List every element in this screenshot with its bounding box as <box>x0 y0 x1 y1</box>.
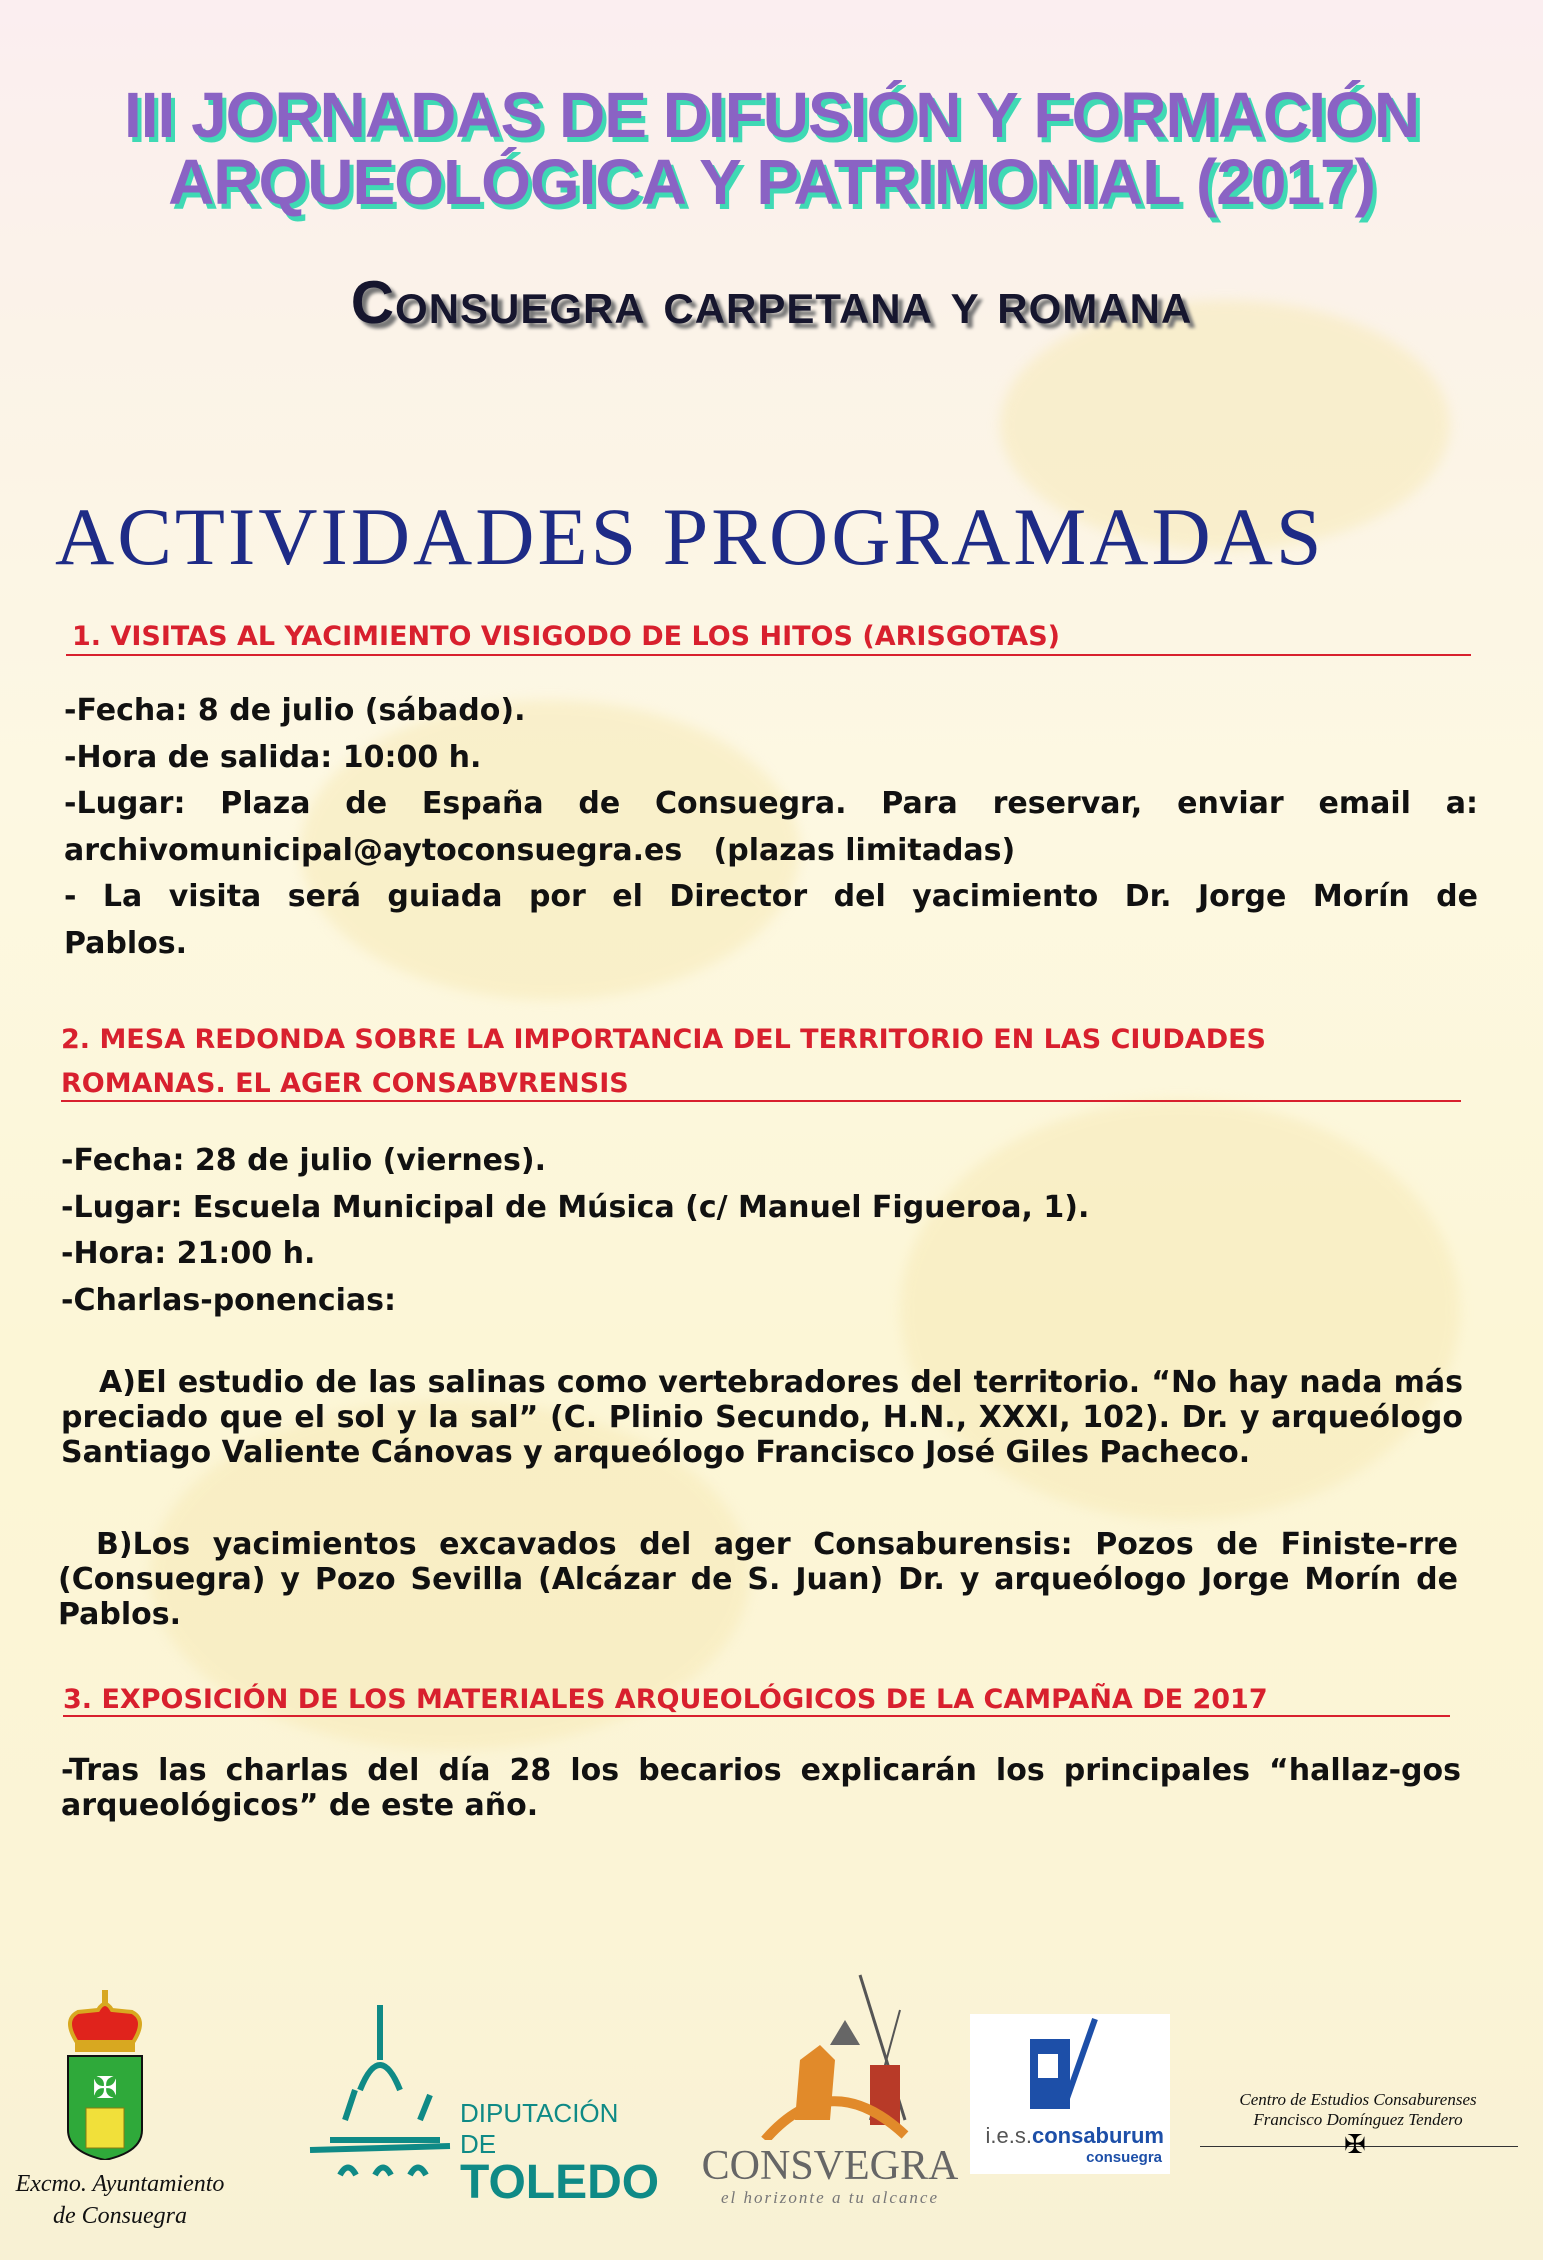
detail-line: -Lugar: Plaza de España de Consuegra. Para reservar, enviar email a: <box>64 786 1478 821</box>
consuegra-tagline: el horizonte a tu alcance <box>720 2188 940 2207</box>
heading-line: 2. MESA REDONDA SOBRE LA IMPORTANCIA DEL TERRITORIO EN LAS CIUDADES <box>61 1024 1267 1055</box>
talk-b: B)Los yacimientos excavados del ager Consaburensis: Pozos de Finiste-rre (Consuegra) y Pozo Sevilla (Alcázar de S. Juan) Dr. y arqueólogo Jorge Morín de Pablos. <box>58 1527 1458 1632</box>
consuegra-tourism-logo <box>700 1970 960 2225</box>
diputacion-toledo-logo <box>290 2000 660 2209</box>
maltese-cross-icon: ✠ <box>1344 2130 1366 2160</box>
coat-of-arms-icon <box>0 1980 240 2160</box>
toledo-skyline-icon <box>290 2000 460 2200</box>
windmill-castle-icon <box>720 1970 940 2140</box>
activity-1-heading: 1. VISITAS AL YACIMIENTO VISIGODO DE LOS HITOS (ARISGOTAS) <box>72 621 1060 652</box>
detail-line: -Fecha: 28 de julio (viernes). <box>61 1143 546 1178</box>
detail-line: - La visita será guiada por el Director del yacimiento Dr. Jorge Morín de <box>64 879 1478 914</box>
ayuntamiento-line1: Excmo. Ayuntamiento <box>15 2171 225 2197</box>
detail-line: -Hora: 21:00 h. <box>61 1236 316 1271</box>
ies-name: consaburum <box>1031 2123 1164 2148</box>
diputacion-line2: TOLEDO <box>460 2156 660 2209</box>
centro-estudios-logo <box>1198 2090 1518 2164</box>
activity-2-heading <box>61 1018 1481 1106</box>
heading-line: ROMANAS. EL AGER CONSABVRENSIS <box>61 1068 629 1099</box>
svg-text:✠: ✠ <box>92 2071 118 2106</box>
book-pen-icon <box>970 2014 1170 2119</box>
activity-2-details <box>61 1138 1481 1324</box>
talk-a: A)El estudio de las salinas como vertebradores del territorio. “No hay nada más preciado que el sol y la sal” (C. Plinio Secundo, H.N., XXXI, 102). Dr. y arqueólogo Santiago Valiente Cánovas y arqueólogo Francisco José Giles Pacheco. <box>61 1365 1463 1470</box>
email-line: archivomunicipal@aytoconsuegra.es (plazas limitadas) <box>64 832 1016 868</box>
detail-line: -Lugar: Escuela Municipal de Música (c/ Manuel Figueroa, 1). <box>61 1189 1090 1225</box>
divider <box>61 1100 1461 1102</box>
detail-line: -Hora de salida: 10:00 h. <box>64 739 482 775</box>
subtitle: Consuegra carpetana y romana <box>350 269 1193 336</box>
activity-1-details <box>64 688 1478 967</box>
divider <box>63 1715 1450 1717</box>
ies-town: consuegra <box>1086 2149 1162 2166</box>
divider <box>66 654 1471 656</box>
detail-line: Pablos. <box>64 925 188 961</box>
activity-3-heading: 3. EXPOSICIÓN DE LOS MATERIALES ARQUEOLÓGICOS DE LA CAMPAÑA DE 2017 <box>63 1684 1268 1715</box>
ies-prefix: i.e.s. <box>985 2123 1032 2148</box>
diputacion-line1: DIPUTACIÓN DE <box>460 2098 619 2159</box>
title-line-2: ARQUEOLÓGICA Y PATRIMONIAL (2017) <box>168 146 1375 218</box>
detail-line: -Charlas-ponencias: <box>61 1282 397 1318</box>
ies-consaburum-logo <box>970 2014 1170 2174</box>
centro-line1: Centro de Estudios Consaburenses <box>1239 2090 1477 2109</box>
ayuntamiento-logo <box>0 1980 240 2240</box>
ayuntamiento-line2: de Consuegra <box>53 2203 187 2229</box>
consuegra-name: CONSVEGRA <box>701 2143 959 2189</box>
title-line-1: III JORNADAS DE DIFUSIÓN Y FORMACIÓN <box>123 79 1420 151</box>
detail-line: -Fecha: 8 de julio (sábado). <box>64 693 526 728</box>
centro-line2: Francisco Domínguez Tendero <box>1253 2110 1463 2129</box>
section-heading: ACTIVIDADES PROGRAMADAS <box>55 491 1325 582</box>
activity-3-text: -Tras las charlas del día 28 los becarios explicarán los principales “hallaz-gos arqueológicos” de este año. <box>61 1753 1461 1823</box>
